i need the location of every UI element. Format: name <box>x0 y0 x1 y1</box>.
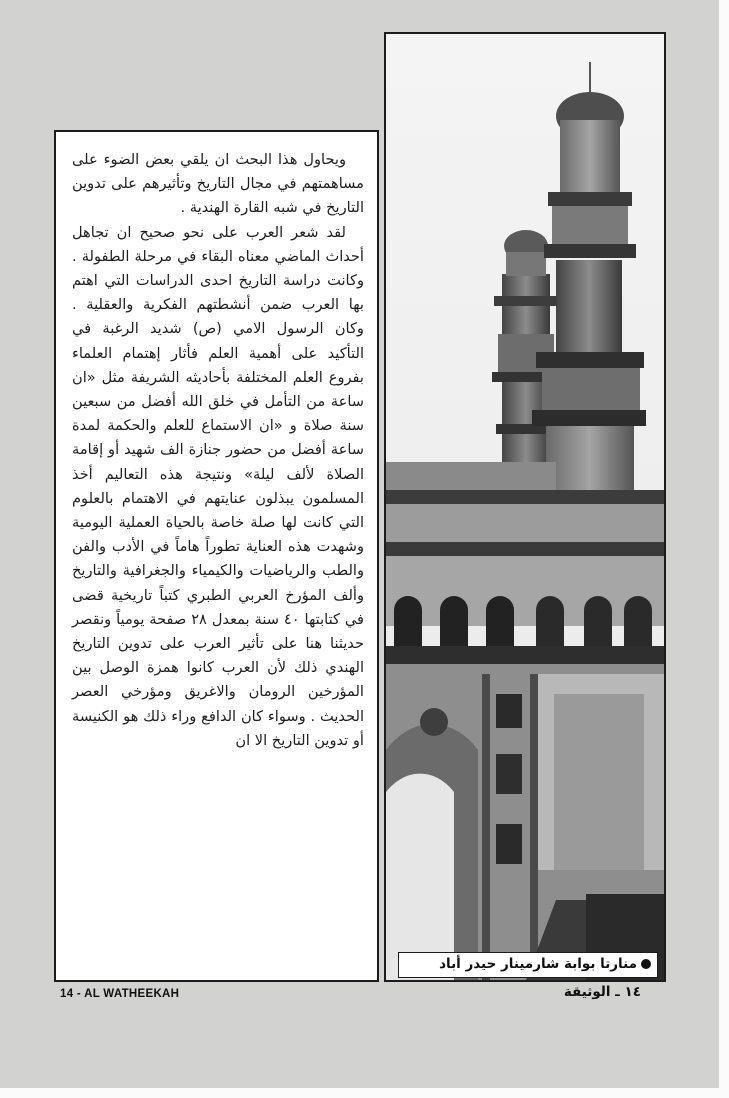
article-text-frame <box>54 130 379 982</box>
footer-page-label-latin: 14 - AL WATHEEKAH <box>60 988 180 1000</box>
photo-caption-text: منارتا بوابة شارمينار حيدر أباد <box>439 956 637 972</box>
page-edge-right <box>719 0 729 1098</box>
charminar-illustration <box>386 34 664 980</box>
page-edge-bottom <box>0 1088 729 1098</box>
photo-caption <box>398 952 658 978</box>
article-body <box>72 148 364 753</box>
charminar-photo <box>384 32 666 982</box>
article-paragraph-1: ويحاول هذا البحث ان يلقي بعض الضوء على مساهمتهم في مجال التاريخ وتأثيرهم على تدوين التاريخ في شبه القارة الهندية . <box>72 151 364 217</box>
arcade-body <box>386 462 664 980</box>
article-paragraph-2: لقد شعر العرب على نحو صحيح ان تجاهل أحداث الماضي معناه البقاء في مرحلة الطفولة . وكانت دراسة التاريخ احدى الدراسات التي اهتم بها العرب ضمن أنشطتهم الفكرية والعقلية . وكان الرسول الامي (ص) شديد الرغبة في التأكيد على أهمية العلم فأثار إهتمام العلماء بفروع العلم المختلفة بأحاديثه الشريفة مثل «ان ساعة من التأمل في خلق الله أفضل من سبعين سنة صلاة و «ان الاستماع للعلم والحكمة لمدة ساعة أفضل من حضور جنازة الف شهيد أو إقامة الصلاة لألف ليلة» ونتيجة هذه التعاليم أخذ المسلمون يبذلون عنايتهم في الاهتمام بالعلوم التي كانت لها صلة خاصة بالحياة العملية اليومية وشهدت هذه العناية تطوراً هاماً في الأدب والفن والطب والرياضيات والكيمياء والجغرافية والتاريخ وألف المؤرخ العربي الطبري كتباً تاريخية قضى في كتابتها ٤٠ سنة بمعدل ٢٨ صفحة يومياً ونقصر حديثنا هنا على تأثير العرب على تدوين التاريخ الهندي ذلك لأن العرب كانوا همزة الوصل بين المؤرخين الرومان والاغريق ومؤرخي العصر الحديث . وسواء كان الدافع وراء ذلك هو الكنيسة أو تدوين التاريخ الا ان <box>72 223 364 749</box>
footer-page-label-arabic: ١٤ ـ الوثيقة <box>563 984 641 1000</box>
bullet-icon <box>641 959 651 969</box>
